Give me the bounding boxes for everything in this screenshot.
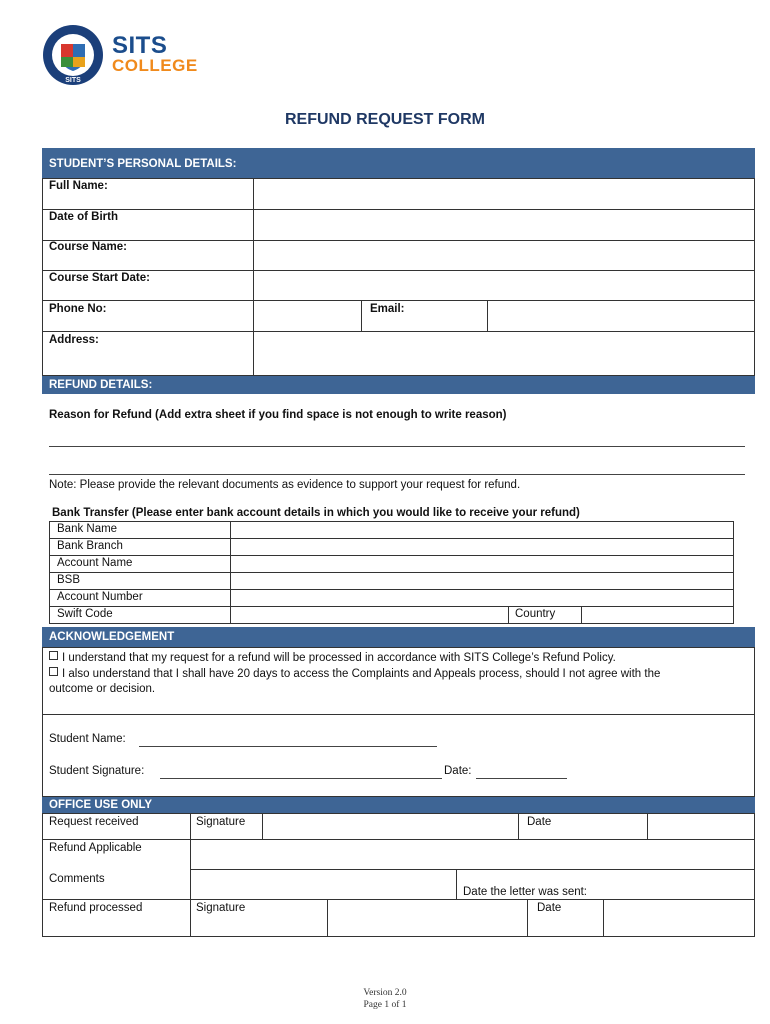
- ack-appeals-checkbox[interactable]: [49, 667, 58, 676]
- logo-text-sits: SITS: [112, 32, 168, 59]
- refund-details-header: REFUND DETAILS:: [42, 376, 755, 394]
- comments-label: Comments: [49, 873, 105, 885]
- account-name-label: Account Name: [57, 557, 133, 569]
- date-letter-sent-label: Date the letter was sent:: [463, 886, 588, 898]
- ack-policy-text: I understand that my request for a refund will be processed in accordance with SITS College’s Refund Policy.: [62, 652, 616, 664]
- ack-date-line[interactable]: [476, 778, 567, 779]
- student-name-line[interactable]: [139, 746, 437, 747]
- office-signature-label-1: Signature: [196, 816, 246, 828]
- dob-field[interactable]: [254, 210, 754, 239]
- bank-branch-label: Bank Branch: [57, 540, 123, 552]
- course-start-date-label: Course Start Date:: [49, 272, 150, 284]
- reason-line-2[interactable]: [49, 474, 745, 475]
- account-number-label: Account Number: [57, 591, 143, 603]
- address-label: Address:: [49, 334, 99, 346]
- request-received-label: Request received: [49, 816, 139, 828]
- reason-label: Reason for Refund (Add extra sheet if you find space is not enough to write reason): [49, 409, 507, 421]
- student-name-label: Student Name:: [49, 733, 126, 745]
- account-name-field[interactable]: [231, 556, 733, 571]
- comments-field[interactable]: [191, 870, 455, 898]
- refund-processed-signature-field[interactable]: [328, 900, 526, 936]
- bank-branch-field[interactable]: [231, 539, 733, 554]
- personal-details-header: STUDENT’S PERSONAL DETAILS:: [42, 148, 755, 178]
- student-signature-line[interactable]: [160, 778, 442, 779]
- full-name-label: Full Name:: [49, 180, 108, 192]
- page-number: Page 1 of 1: [363, 1000, 407, 1010]
- office-date-label-1: Date: [527, 816, 552, 828]
- evidence-note: Note: Please provide the relevant documents as evidence to support your request for refund.: [49, 479, 521, 491]
- office-date-label-2: Date: [537, 902, 562, 914]
- country-field[interactable]: [582, 607, 733, 623]
- address-field[interactable]: [254, 332, 754, 375]
- full-name-field[interactable]: [254, 179, 754, 208]
- request-received-date-field[interactable]: [648, 814, 754, 838]
- bank-name-field[interactable]: [231, 522, 733, 537]
- ack-date-label: Date:: [444, 765, 472, 777]
- request-received-signature-field[interactable]: [263, 814, 517, 838]
- svg-text:SITS: SITS: [65, 77, 81, 84]
- course-name-field[interactable]: [254, 241, 754, 269]
- bank-name-label: Bank Name: [57, 523, 118, 535]
- reason-line-1[interactable]: [49, 446, 745, 447]
- email-label: Email:: [370, 303, 405, 315]
- bsb-field[interactable]: [231, 573, 733, 588]
- version-label: Version 2.0: [363, 988, 407, 998]
- course-name-label: Course Name:: [49, 241, 127, 253]
- logo-text-college: COLLEGE: [112, 56, 198, 75]
- office-use-header: OFFICE USE ONLY: [42, 797, 755, 813]
- refund-applicable-label: Refund Applicable: [49, 842, 142, 854]
- bsb-label: BSB: [57, 574, 81, 586]
- office-signature-label-2: Signature: [196, 902, 246, 914]
- phone-label: Phone No:: [49, 303, 107, 315]
- swift-code-field[interactable]: [231, 607, 507, 623]
- acknowledgement-header: ACKNOWLEDGEMENT: [42, 627, 755, 647]
- course-start-date-field[interactable]: [254, 271, 754, 299]
- ack-policy-checkbox[interactable]: [49, 651, 58, 660]
- ack-appeals-text-cont: outcome or decision.: [49, 683, 156, 695]
- student-signature-label: Student Signature:: [49, 765, 145, 777]
- dob-label: Date of Birth: [49, 211, 118, 223]
- college-seal-logo: [42, 24, 104, 86]
- form-title: REFUND REQUEST FORM: [285, 111, 485, 128]
- country-label: Country: [515, 608, 556, 620]
- email-field[interactable]: [488, 301, 754, 330]
- bank-transfer-title: Bank Transfer (Please enter bank account details in which you would like to receive your refund): [52, 507, 580, 519]
- ack-appeals-text: I also understand that I shall have 20 days to access the Complaints and Appeals process, should I not agree with the: [62, 668, 661, 680]
- refund-applicable-field[interactable]: [191, 840, 754, 868]
- account-number-field[interactable]: [231, 590, 733, 605]
- refund-processed-date-field[interactable]: [604, 900, 754, 936]
- refund-processed-label: Refund processed: [49, 902, 143, 914]
- phone-field[interactable]: [254, 301, 360, 330]
- swift-code-label: Swift Code: [57, 608, 113, 620]
